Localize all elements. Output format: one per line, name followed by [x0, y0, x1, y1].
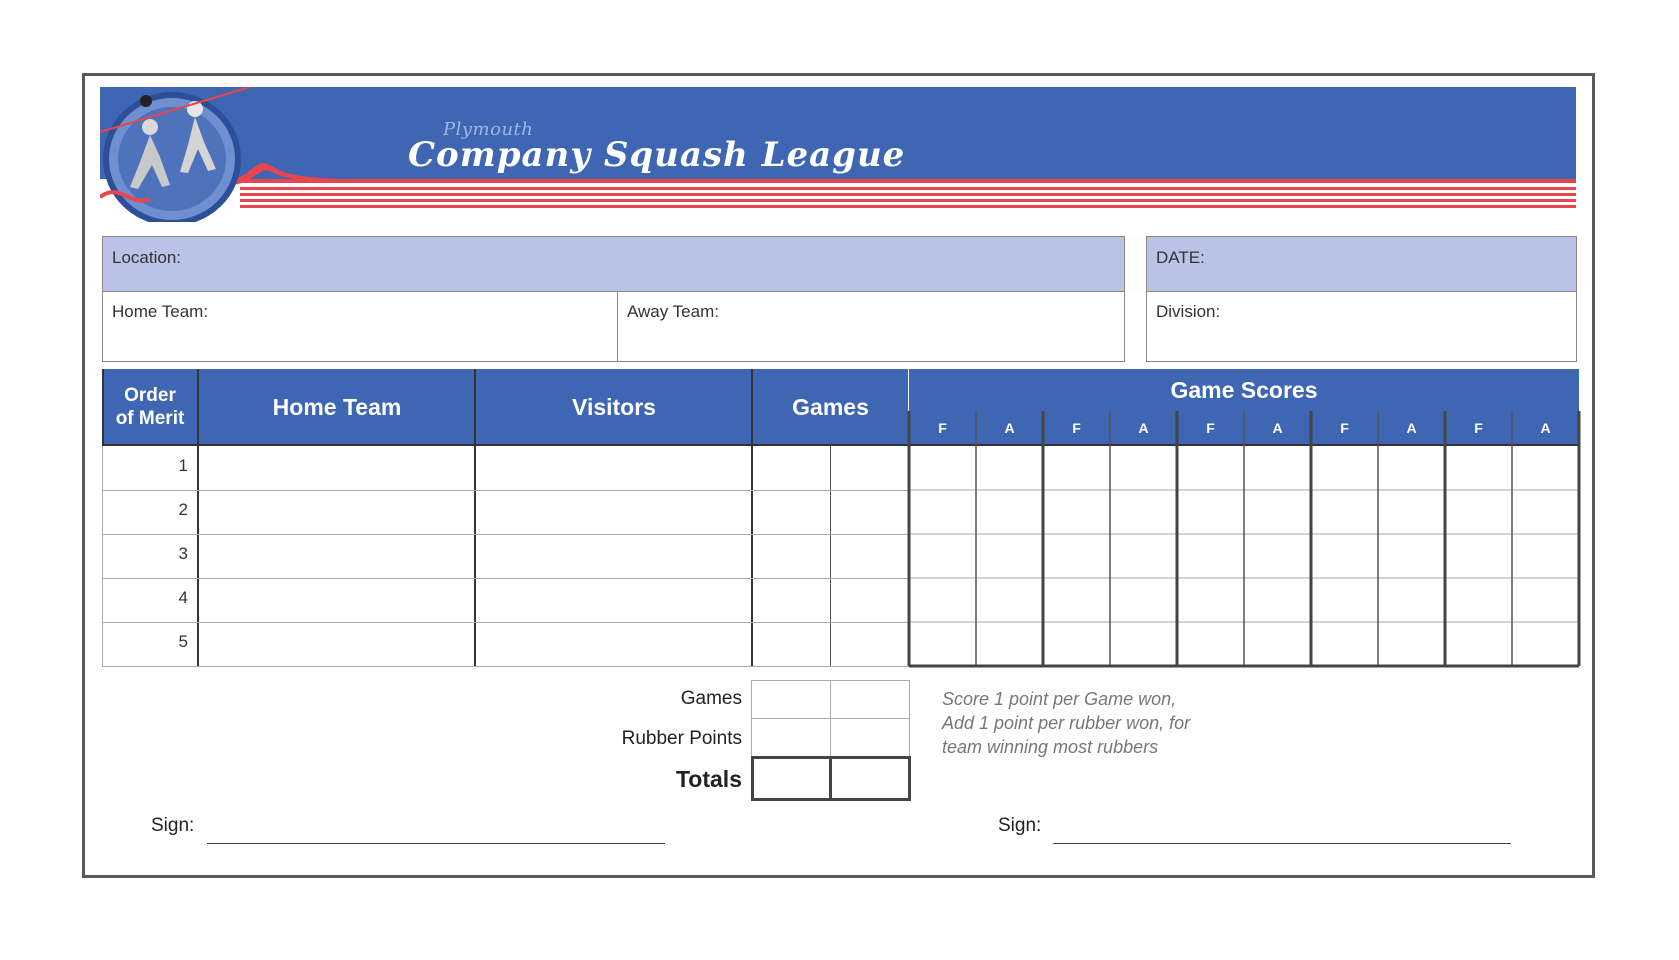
note-line-1: Score 1 point per Game won, [942, 689, 1177, 709]
row-line [102, 666, 909, 667]
header-games: Games [753, 369, 908, 445]
match-info-box [102, 236, 1125, 362]
league-subtitle: Plymouth [443, 119, 534, 140]
league-banner [100, 87, 1576, 222]
row-line [102, 622, 909, 623]
totals-label: Totals [675, 766, 742, 792]
score-subcol-2: A [976, 412, 1043, 444]
location-band [103, 237, 1124, 292]
row-number-1: 1 [178, 456, 188, 475]
date-division-box [1146, 236, 1577, 362]
col-sep-games-mid [830, 445, 831, 666]
sign-right-label: Sign: [998, 815, 1042, 836]
games-total-label: Games [680, 688, 742, 709]
score-subcol-9: F [1445, 412, 1512, 444]
merit-line2: of Merit [115, 408, 185, 429]
score-subcol-10: A [1512, 412, 1579, 444]
row-line [102, 534, 909, 535]
header-visitors: Visitors [476, 369, 752, 445]
note-line-3: team winning most rubbers [942, 737, 1159, 757]
away-team-label: Away Team: [627, 302, 719, 321]
row-number-5: 5 [178, 632, 188, 651]
score-subcol-8: A [1378, 412, 1445, 444]
score-subcol-6: A [1244, 412, 1311, 444]
score-subcol-1: F [909, 412, 976, 444]
location-label: Location: [112, 248, 181, 267]
sign-left-line[interactable] [207, 843, 665, 844]
table-left-border [102, 446, 103, 666]
row-line [102, 490, 909, 491]
date-band [1147, 237, 1576, 292]
rubber-points-label: Rubber Points [621, 728, 742, 749]
note-line-2: Add 1 point per rubber won, for [942, 713, 1191, 733]
scoring-note [942, 687, 1190, 759]
league-title: Company Squash League [408, 135, 906, 175]
home-team-label: Home Team: [112, 302, 209, 321]
date-label: DATE: [1156, 248, 1205, 267]
score-subcol-3: F [1043, 412, 1110, 444]
header-home-team: Home Team [199, 369, 475, 445]
score-grid-lines [907, 411, 1587, 671]
hdr-sep [102, 369, 104, 445]
sign-right-line[interactable] [1053, 843, 1511, 844]
header-order-of-merit [102, 369, 198, 445]
merit-line1: Order [124, 385, 176, 406]
row-number-2: 2 [178, 500, 188, 519]
header-game-scores: Game Scores [909, 369, 1579, 412]
row-number-3: 3 [178, 544, 188, 563]
totals-grid [751, 680, 913, 802]
row-number-4: 4 [178, 588, 188, 607]
row-line [102, 578, 909, 579]
totals-labels [560, 684, 742, 804]
score-subcol-7: F [1311, 412, 1378, 444]
score-subcol-5: F [1177, 412, 1244, 444]
division-label: Division: [1156, 302, 1221, 321]
info-divider [617, 291, 618, 362]
score-subcol-4: A [1110, 412, 1177, 444]
sign-left-label: Sign: [151, 815, 195, 836]
